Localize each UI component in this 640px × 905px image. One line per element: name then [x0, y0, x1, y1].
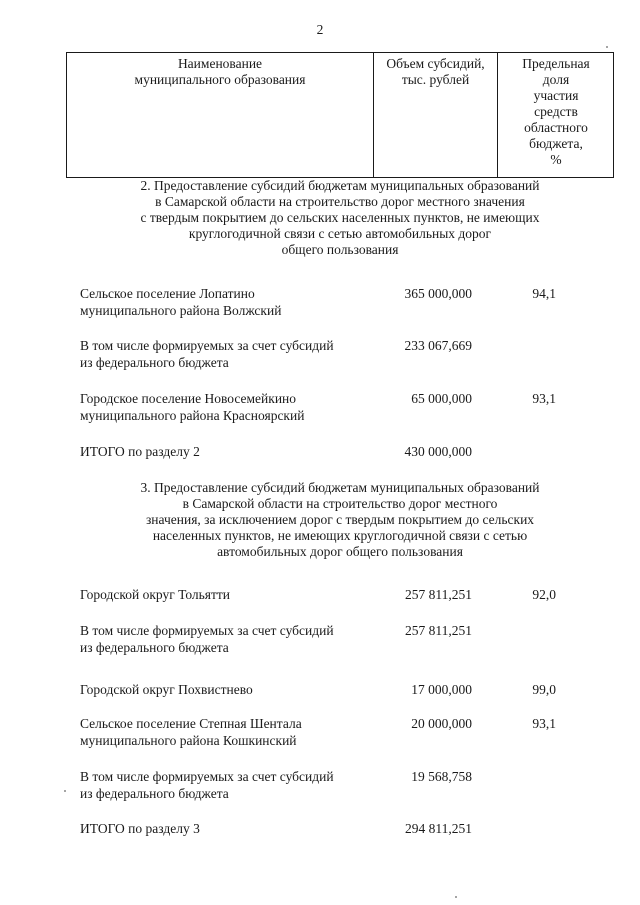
row-amount: 294 811,251 — [405, 821, 472, 836]
section-2-heading: 2. Предоставление субсидий бюджетам муниципальных образований в Самарской области на строительство дорог местного значения с твердым покрытием до сельских населенных пунктов, не имеющих круглогодичной связи с сетью автомобильных дорог общего пользования — [140, 178, 540, 257]
row-share: 93,1 — [532, 716, 556, 731]
row-name: В том числе формируемых за счет субсидий из федерального бюджета — [80, 338, 334, 370]
row-amount: 365 000,000 — [404, 286, 472, 301]
row-name: Городской округ Похвистнево — [80, 682, 253, 697]
row-name: Сельское поселение Лопатино муниципального района Волжский — [80, 286, 282, 318]
row-amount: 19 568,758 — [411, 769, 472, 784]
table-row-total — [0, 821, 640, 855]
table-row — [0, 286, 640, 320]
table-row — [0, 587, 640, 621]
section-3-heading: 3. Предоставление субсидий бюджетам муниципальных образований в Самарской области на строительство дорог местного значения, за исключением дорог с твердым покрытием до сельских населенных пунктов, не имеющих круглогодичной связи с сетью автомобильных дорог общего пользования — [140, 480, 540, 559]
row-name: В том числе формируемых за счет субсидий из федерального бюджета — [80, 623, 334, 655]
row-amount: 233 067,669 — [404, 338, 472, 353]
row-name: В том числе формируемых за счет субсидий из федерального бюджета — [80, 769, 334, 801]
page-number: 2 — [316, 22, 324, 37]
row-amount: 430 000,000 — [404, 444, 472, 459]
row-amount: 257 811,251 — [405, 587, 472, 602]
row-share: 99,0 — [532, 682, 556, 697]
table-row — [0, 623, 640, 657]
row-name: Городской округ Тольятти — [80, 587, 231, 602]
header-share-column: Предельная доля участия средств областного бюджета, % — [522, 56, 590, 167]
row-name: Городское поселение Новосемейкино муниципального района Красноярский — [80, 391, 305, 423]
table-row — [0, 338, 640, 372]
table-row — [0, 391, 640, 425]
header-name-column: Наименование муниципального образования — [134, 56, 306, 87]
row-share: 94,1 — [532, 286, 556, 301]
scan-speck — [455, 896, 457, 898]
row-amount: 20 000,000 — [411, 716, 472, 731]
row-amount: 17 000,000 — [411, 682, 472, 697]
table-row-total — [0, 444, 640, 478]
scan-speck — [606, 46, 608, 48]
scan-speck — [64, 790, 66, 792]
table-header — [66, 52, 614, 178]
row-amount: 257 811,251 — [405, 623, 472, 638]
table-row — [0, 682, 640, 716]
row-name: ИТОГО по разделу 2 — [80, 444, 200, 459]
row-share: 92,0 — [532, 587, 556, 602]
row-share: 93,1 — [532, 391, 556, 406]
table-row — [0, 716, 640, 750]
row-amount: 65 000,000 — [411, 391, 472, 406]
row-name: Сельское поселение Степная Шентала муниципального района Кошкинский — [80, 716, 302, 748]
row-name: ИТОГО по разделу 3 — [80, 821, 200, 836]
header-amount-column: Объем субсидий, тыс. рублей — [386, 56, 485, 87]
table-row — [0, 769, 640, 803]
